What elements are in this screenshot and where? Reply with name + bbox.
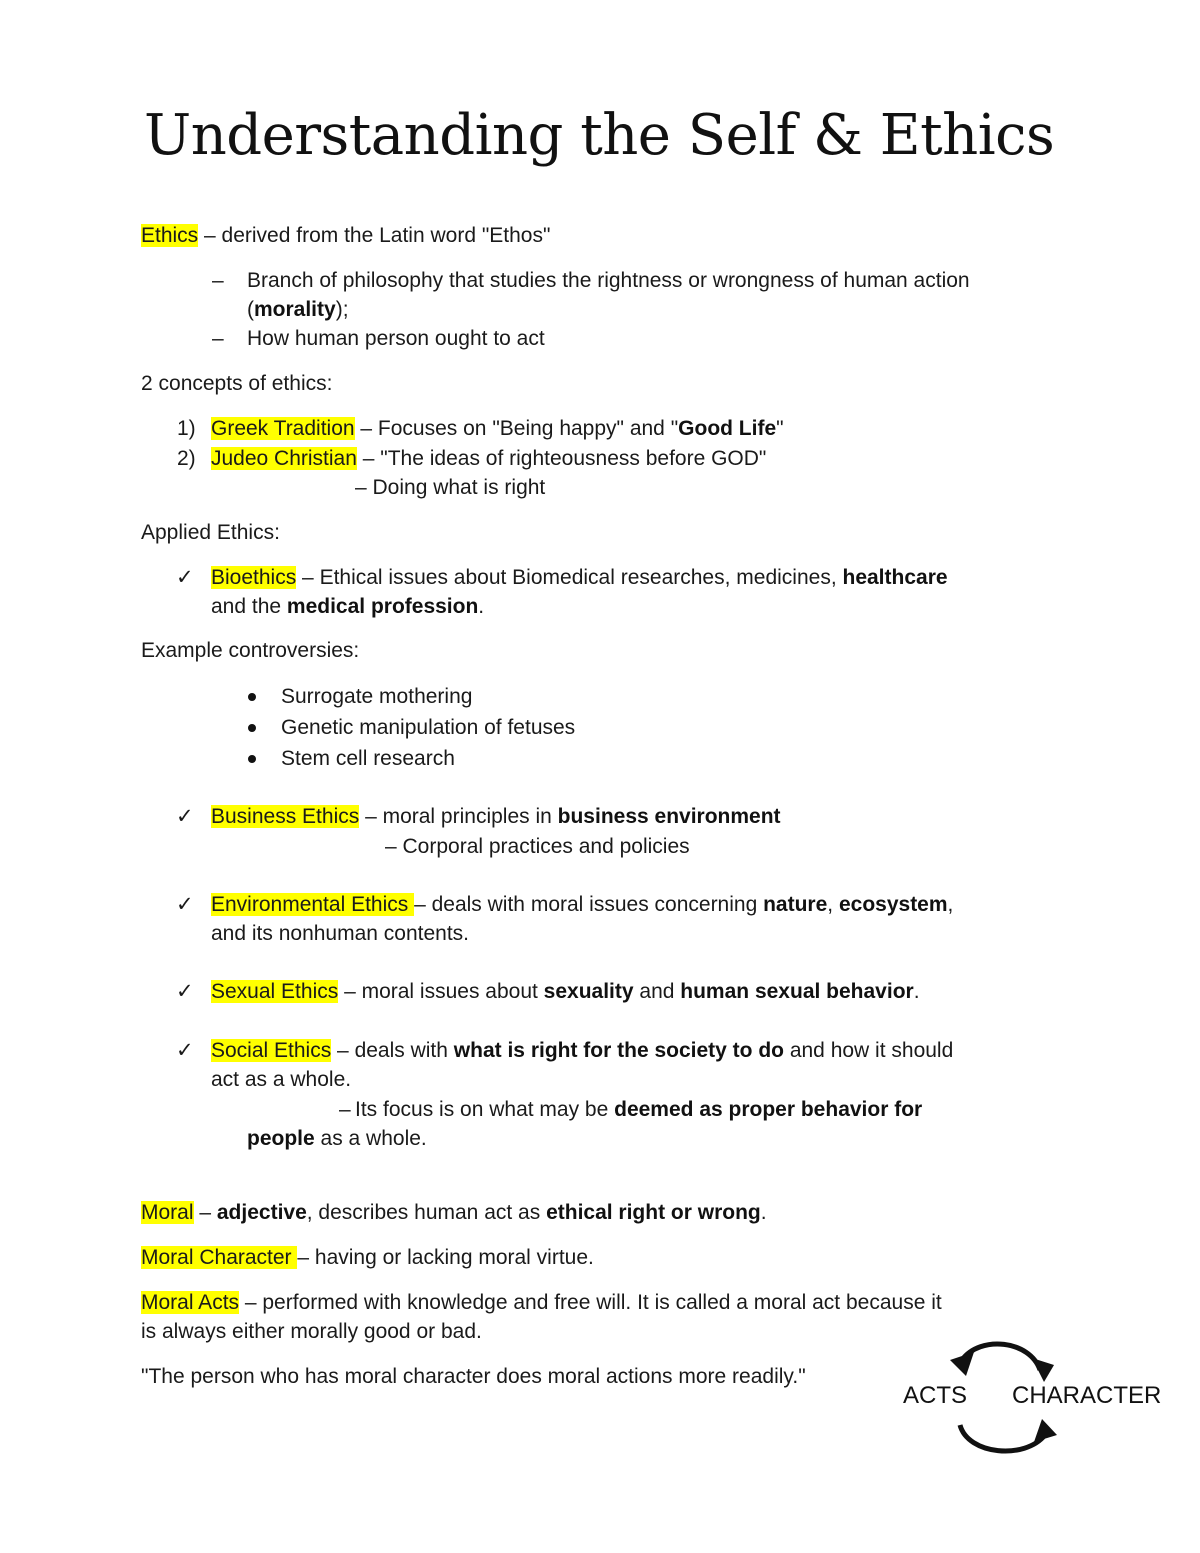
concept-1: Greek Tradition – Focuses on "Being happy" and "Good Life" <box>211 417 784 440</box>
checkmark-icon: ✓ <box>176 1039 194 1062</box>
environmental-ethics: Environmental Ethics – deals with moral issues concerning nature, ecosystem, <box>211 893 954 916</box>
cycle-label-character: CHARACTER <box>1012 1382 1162 1409</box>
moral-acts-cont: is always either morally good or bad. <box>141 1320 482 1343</box>
checkmark-icon: ✓ <box>176 980 194 1003</box>
social-ethics-cont: act as a whole. <box>211 1068 352 1091</box>
bullet-icon <box>248 755 256 763</box>
example-item: Stem cell research <box>281 747 455 770</box>
dash-marker: – <box>212 269 224 292</box>
ethics-point-1: Branch of philosophy that studies the rightness or wrongness of human action <box>247 269 970 292</box>
bullet-icon <box>248 693 256 701</box>
cycle-label-acts: ACTS <box>903 1382 968 1409</box>
checkmark-icon: ✓ <box>176 893 194 916</box>
bottom-arrow-head <box>1034 1419 1057 1442</box>
example-item: Genetic manipulation of fetuses <box>281 716 576 739</box>
bottom-arrow <box>960 1425 1045 1451</box>
applied-heading: Applied Ethics: <box>141 521 280 544</box>
ethics-point-2: How human person ought to act <box>247 327 545 350</box>
page-title: Understanding the Self & Ethics <box>144 103 1055 168</box>
term-ethics: Ethics <box>141 224 199 247</box>
ethics-point-1-cont: (morality); <box>247 298 349 321</box>
examples-heading: Example controversies: <box>141 639 360 662</box>
business-ethics-sub: – Corporal practices and policies <box>385 835 690 858</box>
business-ethics: Business Ethics – moral principles in business environment <box>211 805 781 828</box>
social-ethics: Social Ethics – deals with what is right for the society to do and how it should <box>211 1039 954 1062</box>
moral-acts-definition: Moral Acts – performed with knowledge and free will. It is called a moral act because it <box>141 1291 942 1314</box>
concepts-heading: 2 concepts of ethics: <box>141 372 333 395</box>
sexual-ethics: Sexual Ethics – moral issues about sexuality and human sexual behavior. <box>211 980 920 1003</box>
bioethics-line-1: Bioethics – Ethical issues about Biomedical researches, medicines, healthcare <box>211 566 948 589</box>
ethics-definition: Ethics – derived from the Latin word "Ethos" <box>141 224 551 247</box>
dash-marker: – <box>212 327 224 350</box>
environmental-ethics-cont: and its nonhuman contents. <box>211 922 470 945</box>
bullet-icon <box>248 724 256 732</box>
example-item: Surrogate mothering <box>281 685 473 708</box>
concept-2: Judeo Christian – "The ideas of righteousness before GOD" <box>211 447 767 470</box>
quote: "The person who has moral character does moral actions more readily." <box>141 1365 806 1388</box>
moral-character-definition: Moral Character – having or lacking moral virtue. <box>141 1246 594 1269</box>
top-arrow-tail <box>1032 1358 1054 1382</box>
social-ethics-sub: Its focus is on what may be deemed as proper behavior for <box>355 1098 923 1121</box>
moral-definition: Moral – adjective, describes human act as ethical right or wrong. <box>141 1201 767 1224</box>
concept-2-sub: – Doing what is right <box>355 476 546 499</box>
concept-1-number: 1) <box>177 417 196 440</box>
checkmark-icon: ✓ <box>176 805 194 828</box>
bioethics-line-2: and the medical profession. <box>211 595 485 618</box>
dash-marker: – <box>339 1098 351 1121</box>
checkmark-icon: ✓ <box>176 566 194 589</box>
concept-2-number: 2) <box>177 447 196 470</box>
top-arrow-head <box>950 1352 974 1376</box>
social-ethics-sub-cont: people as a whole. <box>247 1127 427 1150</box>
top-arrow <box>962 1344 1040 1370</box>
